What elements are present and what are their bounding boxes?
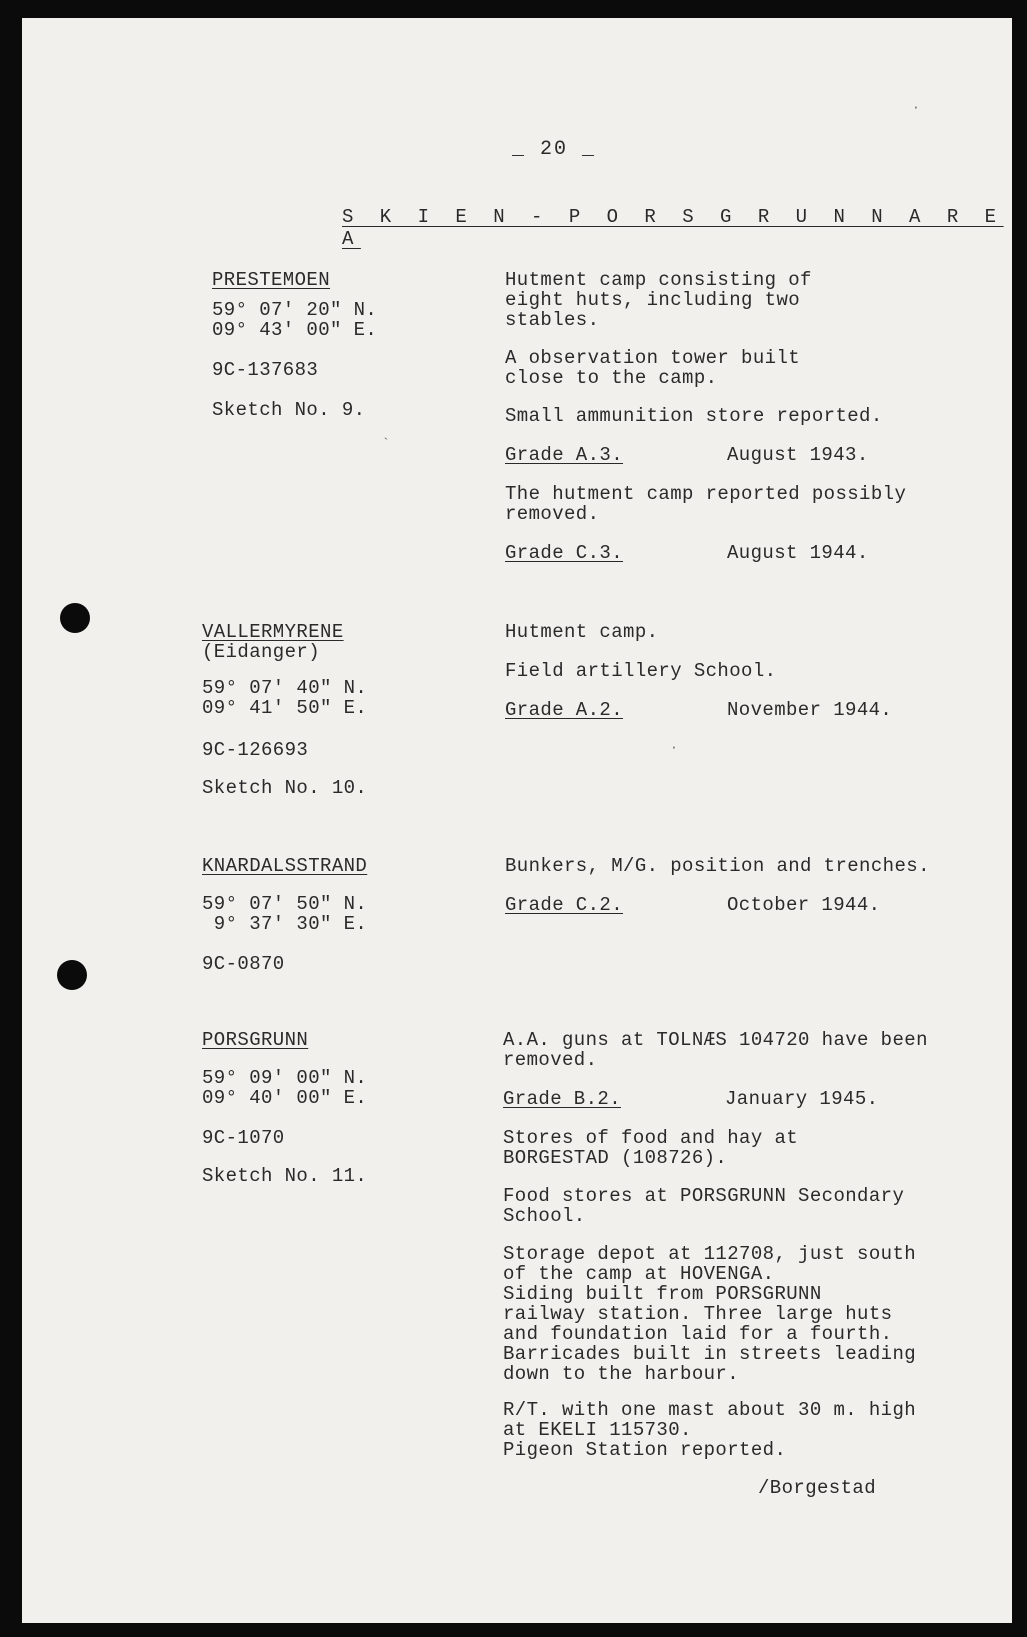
entry-description: A observation tower built close to the camp. bbox=[505, 347, 801, 389]
stray-mark: · bbox=[670, 740, 678, 755]
entry-name: KNARDALSSTRAND bbox=[202, 855, 368, 877]
punch-hole bbox=[57, 960, 87, 990]
entry-name: PRESTEMOEN bbox=[212, 269, 331, 291]
entry-sketch: Sketch No. 10. bbox=[202, 777, 368, 799]
entry-sketch: Sketch No. 11. bbox=[202, 1165, 368, 1187]
entry-grid-ref: 9C-1070 bbox=[202, 1127, 285, 1149]
entry-subname: (Eidanger) bbox=[202, 641, 321, 663]
entry-description: A.A. guns at TOLNÆS 104720 have been removed. bbox=[503, 1029, 928, 1071]
entry-grid-ref: 9C-0870 bbox=[202, 953, 285, 975]
entry-description: Bunkers, M/G. position and trenches. bbox=[505, 855, 930, 877]
entry-description: Stores of food and hay at BORGESTAD (108726). bbox=[503, 1127, 799, 1169]
entry-description: Food stores at PORSGRUNN Secondary School. bbox=[503, 1185, 905, 1227]
entry-longitude: 09° 43' 00" E. bbox=[212, 319, 378, 341]
continuation-footer: /Borgestad bbox=[758, 1477, 877, 1499]
entry-date: November 1944. bbox=[727, 699, 893, 721]
entry-latitude: 59° 09' 00" N. bbox=[202, 1067, 368, 1089]
entry-latitude: 59° 07' 20" N. bbox=[212, 299, 378, 321]
entry-description: The hutment camp reported possibly removed. bbox=[505, 483, 907, 525]
entry-date: October 1944. bbox=[727, 894, 881, 916]
entry-description: R/T. with one mast about 30 m. high at EKELI 115730. Pigeon Station reported. bbox=[503, 1399, 917, 1461]
entry-grade: Grade C.2. bbox=[505, 894, 624, 916]
stray-mark: · bbox=[912, 100, 920, 115]
entry-grade: Grade A.2. bbox=[505, 699, 624, 721]
page-number: _ 20 _ bbox=[512, 138, 597, 161]
entry-grid-ref: 9C-137683 bbox=[212, 359, 319, 381]
entry-description: Storage depot at 112708, just south of the camp at HOVENGA. Siding built from PORSGRUNN railway station. Three large huts and foundation laid for a fourth. Barricades built in streets leading down to the harbour. bbox=[503, 1243, 917, 1385]
entry-grid-ref: 9C-126693 bbox=[202, 739, 309, 761]
entry-description: Hutment camp consisting of eight huts, including two stables. bbox=[505, 269, 812, 331]
entry-latitude: 59° 07' 50" N. bbox=[202, 893, 368, 915]
entry-date: January 1945. bbox=[725, 1088, 879, 1110]
entry-name: VALLERMYRENE bbox=[202, 621, 344, 643]
entry-date: August 1943. bbox=[727, 444, 869, 466]
entry-date: August 1944. bbox=[727, 542, 869, 564]
entry-name: PORSGRUNN bbox=[202, 1029, 309, 1051]
entry-sketch: Sketch No. 9. bbox=[212, 399, 366, 421]
entry-grade: Grade B.2. bbox=[503, 1088, 622, 1110]
punch-hole bbox=[60, 603, 90, 633]
entry-grade: Grade A.3. bbox=[505, 444, 624, 466]
entry-longitude: 09° 41' 50" E. bbox=[202, 697, 368, 719]
document-page bbox=[22, 18, 1012, 1623]
page-title: S K I E N - P O R S G R U N N A R E A bbox=[342, 206, 1004, 250]
entry-description: Hutment camp. bbox=[505, 621, 659, 643]
entry-longitude: 9° 37' 30" E. bbox=[202, 913, 368, 935]
entry-description: Field artillery School. bbox=[505, 660, 777, 682]
stray-mark: ` bbox=[382, 436, 390, 451]
entry-latitude: 59° 07' 40" N. bbox=[202, 677, 368, 699]
entry-grade: Grade C.3. bbox=[505, 542, 624, 564]
entry-longitude: 09° 40' 00" E. bbox=[202, 1087, 368, 1109]
entry-description: Small ammunition store reported. bbox=[505, 405, 883, 427]
